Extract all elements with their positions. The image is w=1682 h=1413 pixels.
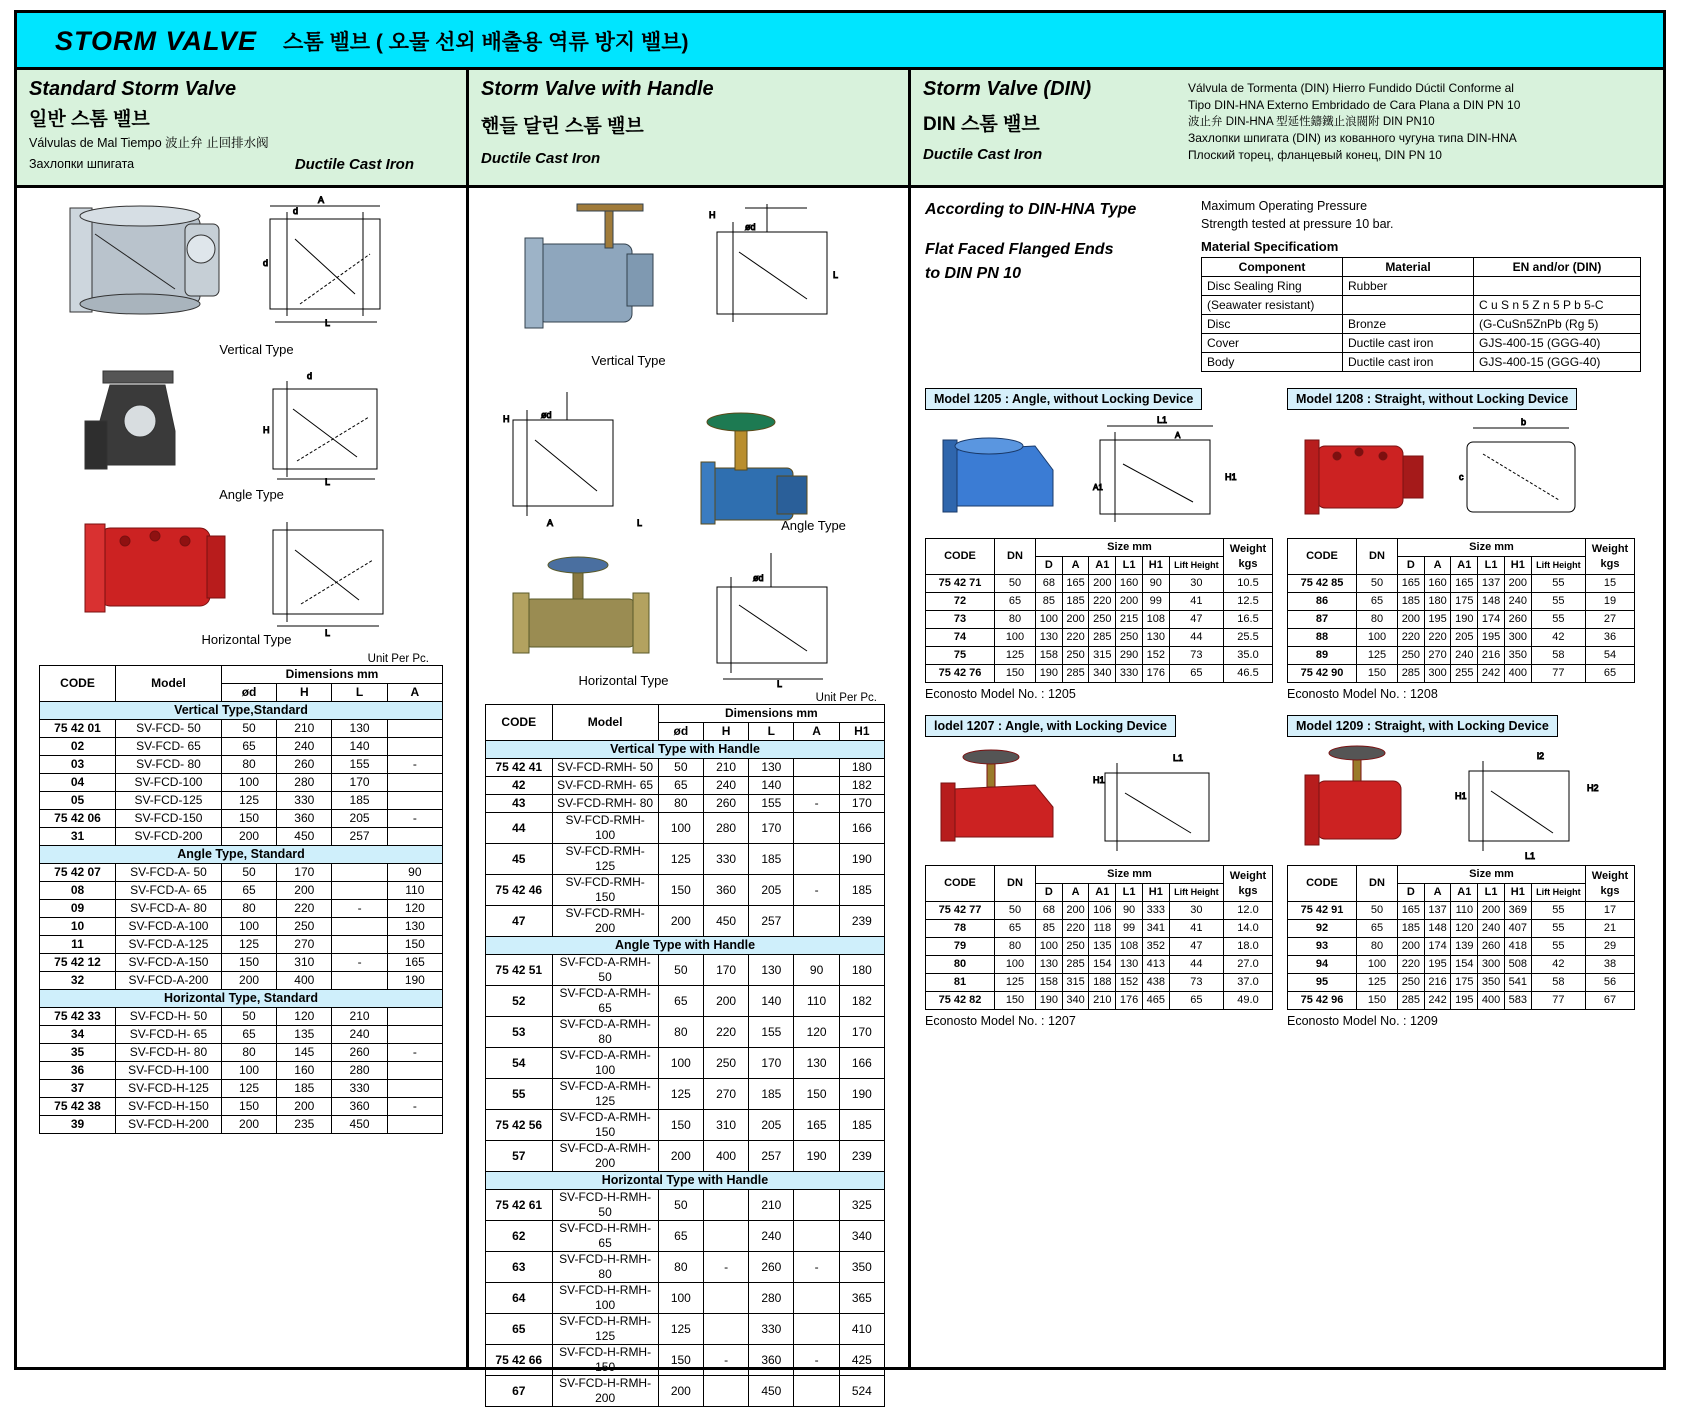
model-1208-bar: Model 1208 : Straight, without Locking Device <box>1287 388 1577 410</box>
figure-caption-horizontal: Horizontal Type <box>201 632 292 647</box>
table-row: 75 42 91 50 165 137 110 200 369 55 17 <box>1288 902 1635 920</box>
col1-header <box>17 70 466 188</box>
section-header-row <box>40 990 443 1008</box>
th-h: H <box>277 684 332 702</box>
th-size-mm: Size mm <box>1036 539 1224 557</box>
th-size-mm: Size mm <box>1036 866 1224 884</box>
th-a1: A1 <box>1451 557 1478 575</box>
th-h1: H1 <box>1142 884 1169 902</box>
svg-text:H1: H1 <box>1455 791 1467 801</box>
section-title: Horizontal Type with Handle <box>486 1172 885 1190</box>
col2-header <box>469 70 908 188</box>
table-row: 86 65 185 180 175 148 240 55 19 <box>1288 593 1635 611</box>
th-a: A <box>794 723 839 741</box>
col2-title-en: Storm Valve with Handle <box>481 78 714 100</box>
section-title: Vertical Type with Handle <box>486 741 885 759</box>
table-row: 75 42 82 150 190 340 210 176 465 65 49.0 <box>926 992 1273 1010</box>
section-title: Horizontal Type, Standard <box>40 990 443 1008</box>
svg-text:A: A <box>1175 431 1181 440</box>
section-title: Angle Type, Standard <box>40 846 443 864</box>
svg-text:H1: H1 <box>1225 472 1237 482</box>
th-dn: DN <box>995 539 1036 575</box>
din-according-line-2: Flat Faced Flanged Ends <box>925 241 1114 258</box>
figure-vertical-handle <box>477 194 900 368</box>
th-model: Model <box>552 705 658 741</box>
model-1207-bar: lodel 1207 : Angle, with Locking Device <box>925 715 1176 737</box>
table-row: 75 42 85 50 165 160 165 137 200 55 15 <box>1288 575 1635 593</box>
th-a1: A1 <box>1089 557 1116 575</box>
table-header-row <box>926 866 1273 884</box>
table-row: 75 42 41 SV-FCD-RMH- 50 50 210 130 180 <box>486 759 885 777</box>
table-row: 35 SV-FCD-H- 80 80 145 260 - <box>40 1044 443 1062</box>
svg-text:L: L <box>777 679 783 689</box>
th-l1: L1 <box>1478 557 1505 575</box>
col3-description <box>1188 78 1651 177</box>
model-1208-econosto: Econosto Model No. : 1208 <box>1287 687 1438 701</box>
model-1209-econosto: Econosto Model No. : 1209 <box>1287 1014 1438 1028</box>
th-h1: H1 <box>1504 557 1531 575</box>
svg-text:H: H <box>263 425 270 435</box>
th-weight: Weight kgs <box>1586 539 1635 575</box>
table-row: 47 SV-FCD-RMH- 200 200 450 257 239 <box>486 906 885 937</box>
svg-text:A: A <box>317 195 325 205</box>
table-row: 75 42 71 50 68 165 200 160 90 30 10.5 <box>926 575 1273 593</box>
table-row: 75 42 07 SV-FCD-A- 50 50 170 90 <box>40 864 443 882</box>
figure-caption-vertical-handle: Vertical Type <box>591 353 666 368</box>
th-a: A <box>1424 884 1451 902</box>
table-row: 34 SV-FCD-H- 65 65 135 240 <box>40 1026 443 1044</box>
col3-title-en: Storm Valve (DIN) <box>923 78 1092 100</box>
table-row: 42 SV-FCD-RMH- 65 65 240 140 182 <box>486 777 885 795</box>
table-row: 75 42 46 SV-FCD-RMH- 150 150 360 205 - 185 <box>486 875 885 906</box>
th-d: D <box>1398 884 1425 902</box>
svg-text:L: L <box>325 318 331 328</box>
section-title: Angle Type with Handle <box>486 937 885 955</box>
model-1209-body <box>1288 902 1635 1010</box>
material-spec-body <box>1202 277 1641 372</box>
col1-material: Ductile Cast Iron <box>294 155 414 173</box>
section-header-row <box>486 741 885 759</box>
table-row: 53 SV-FCD-A-RMH- 80 80 220 155 120 170 <box>486 1017 885 1048</box>
table-header-row <box>486 705 885 723</box>
svg-text:ød: ød <box>753 573 764 583</box>
table-row: 55 SV-FCD-A-RMH- 125 125 270 185 150 190 <box>486 1079 885 1110</box>
columns <box>17 70 1663 1405</box>
model-1208-body <box>1288 575 1635 683</box>
th-a1: A1 <box>1089 884 1116 902</box>
table-row: 52 SV-FCD-A-RMH- 65 65 200 140 110 182 <box>486 986 885 1017</box>
th-a: A <box>387 684 442 702</box>
th-h1: H1 <box>839 723 884 741</box>
th-en-din: EN and/or (DIN) <box>1474 258 1641 277</box>
material-spec-title: Material Specificatiom <box>1201 239 1339 254</box>
col2-dimensions-table <box>485 704 885 1407</box>
svg-text:H1: H1 <box>1093 775 1105 785</box>
table-row: 39 SV-FCD-H-200 200 235 450 <box>40 1116 443 1134</box>
table-row: 64 SV-FCD-H-RMH- 100 100 280 365 <box>486 1283 885 1314</box>
th-a1: A1 <box>1451 884 1478 902</box>
model-1205-body <box>926 575 1273 683</box>
table-row: 36 SV-FCD-H-100 100 160 280 <box>40 1062 443 1080</box>
table-row: 75 42 76 150 190 285 340 330 176 65 46.5 <box>926 665 1273 683</box>
model-1208-table <box>1287 538 1635 683</box>
svg-text:A: A <box>547 518 554 528</box>
section-title: Vertical Type,Standard <box>40 702 443 720</box>
figure-angle-type <box>25 361 458 502</box>
max-operating-pressure-line-1: Maximum Operating Pressure <box>1201 199 1368 213</box>
col3-desc-line-1: Válvula de Tormenta (DIN) Hierro Fundido Dúctil Conforme al <box>1188 81 1514 95</box>
svg-text:b: b <box>1521 417 1527 427</box>
page-title-bar <box>17 13 1663 70</box>
din-model-block-1209 <box>1287 715 1635 1028</box>
col2-table-body <box>486 741 885 1407</box>
svg-text:H2: H2 <box>1587 783 1599 793</box>
page-border <box>14 10 1666 1405</box>
table-row: 89 125 250 270 240 216 350 58 54 <box>1288 647 1635 665</box>
figure-model-1207 <box>925 737 1273 865</box>
col2-unit-note: Unit Per Pc. <box>815 692 877 704</box>
table-row: 31 SV-FCD-200 200 450 257 <box>40 828 443 846</box>
material-spec-table <box>1201 257 1641 372</box>
svg-text:d: d <box>263 258 269 268</box>
model-1207-table <box>925 865 1273 1010</box>
table-row: 75 125 158 250 315 290 152 73 35.0 <box>926 647 1273 665</box>
col1-subtitle-2: Захлопки шпигата <box>29 156 135 171</box>
col1-table-body <box>40 702 443 1134</box>
th-d: D <box>1036 884 1063 902</box>
figure-horizontal-handle <box>477 547 900 688</box>
col2-title-kr: 핸들 달린 스톰 밸브 <box>481 116 644 137</box>
table-row: 92 65 185 148 120 240 407 55 21 <box>1288 920 1635 938</box>
table-row: 75 42 51 SV-FCD-A-RMH- 50 50 170 130 90 180 <box>486 955 885 986</box>
table-row: 81 125 158 315 188 152 438 73 37.0 <box>926 974 1273 992</box>
table-row: 57 SV-FCD-A-RMH- 200 200 400 257 190 239 <box>486 1141 885 1172</box>
col1-title-kr: 일반 스톰 밸브 <box>29 109 150 130</box>
table-row: 72 65 85 185 220 200 99 41 12.5 <box>926 593 1273 611</box>
page-title: STORM VALVE <box>55 25 258 56</box>
col2-body <box>469 188 908 1413</box>
table-row: 73 80 100 200 250 215 108 47 16.5 <box>926 611 1273 629</box>
table-row: 08 SV-FCD-A- 65 65 200 110 <box>40 882 443 900</box>
table-row: 43 SV-FCD-RMH- 80 80 260 155 - 170 <box>486 795 885 813</box>
table-row: 03 SV-FCD- 80 80 260 155 - <box>40 756 443 774</box>
table-row: (Seawater resistant) C u S n 5 Z n 5 P b 5-C <box>1202 296 1641 315</box>
table-row: Disc Sealing Ring Rubber <box>1202 277 1641 296</box>
table-row: 93 80 200 174 139 260 418 55 29 <box>1288 938 1635 956</box>
table-row: 75 42 06 SV-FCD-150 150 360 205 - <box>40 810 443 828</box>
table-row: 75 42 01 SV-FCD- 50 50 210 130 <box>40 720 443 738</box>
svg-text:L1: L1 <box>1525 851 1536 861</box>
table-row: 02 SV-FCD- 65 65 240 140 <box>40 738 443 756</box>
th-od: ød <box>221 684 276 702</box>
col1-subtitle-1: Válvulas de Mal Tiempo 波止弁 止回排水阀 <box>29 136 269 150</box>
figure-vertical-type <box>25 194 458 357</box>
th-lift-height: Lift Height <box>1531 884 1585 902</box>
col1-dimensions-table <box>39 665 443 1134</box>
model-1205-table <box>925 538 1273 683</box>
model-1209-table <box>1287 865 1635 1010</box>
col3-desc-line-4: Захлопки шпигата (DIN) из кованного чугуна типа DIN-HNA <box>1188 131 1517 146</box>
th-a: A <box>1062 884 1089 902</box>
svg-text:A1: A1 <box>1093 483 1103 492</box>
th-size-mm: Size mm <box>1398 866 1586 884</box>
table-row: 44 SV-FCD-RMH- 100 100 280 170 166 <box>486 813 885 844</box>
column-storm-valve-with-handle <box>469 70 911 1405</box>
model-1209-bar: Model 1209 : Straight, with Locking Device <box>1287 715 1558 737</box>
figure-caption-angle-handle: Angle Type <box>781 518 846 533</box>
col3-header <box>911 70 1663 188</box>
model-1205-bar: Model 1205 : Angle, without Locking Device <box>925 388 1202 410</box>
model-1205-econosto: Econosto Model No. : 1205 <box>925 687 1076 701</box>
table-row: 88 100 220 220 205 195 300 42 36 <box>1288 629 1635 647</box>
table-row: 10 SV-FCD-A-100 100 250 130 <box>40 918 443 936</box>
table-row: 78 65 85 220 118 99 341 41 14.0 <box>926 920 1273 938</box>
table-row: 75 42 66 SV-FCD-H-RMH- 150 150 - 360 - 425 <box>486 1345 885 1376</box>
th-lift-height: Lift Height <box>1169 884 1223 902</box>
section-header-row <box>40 846 443 864</box>
din-models-row-2 <box>925 715 1649 1028</box>
svg-text:H: H <box>503 414 510 424</box>
th-lift-height: Lift Height <box>1169 557 1223 575</box>
th-l1: L1 <box>1478 884 1505 902</box>
table-row: 54 SV-FCD-A-RMH- 100 100 250 170 130 166 <box>486 1048 885 1079</box>
th-od: ød <box>658 723 703 741</box>
figure-caption-angle: Angle Type <box>219 487 284 502</box>
col3-desc-line-3: 波止弁 DIN-HNA 型延性鑄鐵止浪閥附 DIN PN10 <box>1188 116 1435 129</box>
figure-horizontal-type <box>25 506 458 647</box>
th-code: CODE <box>1288 866 1357 902</box>
svg-text:ød: ød <box>541 410 552 420</box>
th-code: CODE <box>1288 539 1357 575</box>
svg-text:l2: l2 <box>1537 751 1545 761</box>
model-1207-econosto: Econosto Model No. : 1207 <box>925 1014 1076 1028</box>
model-1207-body <box>926 902 1273 1010</box>
svg-text:L: L <box>325 628 331 638</box>
svg-text:H: H <box>709 210 716 220</box>
table-row: 75 42 90 150 285 300 255 242 400 77 65 <box>1288 665 1635 683</box>
th-dimensions: Dimensions mm <box>658 705 884 723</box>
th-code: CODE <box>40 666 116 702</box>
table-row: 75 42 38 SV-FCD-H-150 150 200 360 - <box>40 1098 443 1116</box>
figure-caption-vertical: Vertical Type <box>219 342 294 357</box>
svg-text:L: L <box>833 270 839 280</box>
din-according-line-3: to DIN PN 10 <box>925 265 1022 282</box>
figure-model-1205 <box>925 410 1273 538</box>
table-row: 09 SV-FCD-A- 80 80 220 - 120 <box>40 900 443 918</box>
table-header-row <box>1202 258 1641 277</box>
svg-text:d: d <box>307 371 313 381</box>
table-row: 37 SV-FCD-H-125 125 185 330 <box>40 1080 443 1098</box>
table-row: 11 SV-FCD-A-125 125 270 150 <box>40 936 443 954</box>
table-row: 65 SV-FCD-H-RMH- 125 125 330 410 <box>486 1314 885 1345</box>
th-l1: L1 <box>1116 884 1143 902</box>
table-row: 94 100 220 195 154 300 508 42 38 <box>1288 956 1635 974</box>
table-row: 45 SV-FCD-RMH- 125 125 330 185 190 <box>486 844 885 875</box>
svg-text:L: L <box>637 518 643 528</box>
th-l: L <box>749 723 794 741</box>
col3-title-kr: DIN 스톰 밸브 <box>923 114 1040 135</box>
figure-model-1208 <box>1287 410 1635 538</box>
th-component: Component <box>1202 258 1343 277</box>
figure-caption-horizontal-handle: Horizontal Type <box>578 673 669 688</box>
table-row: 87 80 200 195 190 174 260 55 27 <box>1288 611 1635 629</box>
th-weight: Weight kgs <box>1586 866 1635 902</box>
col3-desc-line-2: Tipo DIN-HNA Externo Embridado de Cara Plana a DIN PN 10 <box>1188 98 1521 113</box>
table-row: 67 SV-FCD-H-RMH- 200 200 450 524 <box>486 1376 885 1407</box>
th-material: Material <box>1343 258 1474 277</box>
table-row: 75 42 12 SV-FCD-A-150 150 310 - 165 <box>40 954 443 972</box>
table-row: 32 SV-FCD-A-200 200 400 190 <box>40 972 443 990</box>
max-operating-pressure-line-2: Strength tested at pressure 10 bar. <box>1201 216 1394 231</box>
table-header-row <box>926 539 1273 557</box>
table-row: 75 42 96 150 285 242 195 400 583 77 67 <box>1288 992 1635 1010</box>
svg-text:L1: L1 <box>1157 415 1168 425</box>
col1-unit-note: Unit Per Pc. <box>367 653 429 665</box>
svg-text:L1: L1 <box>1173 753 1184 763</box>
column-standard-storm-valve <box>17 70 469 1370</box>
th-h: H <box>703 723 748 741</box>
th-h1: H1 <box>1142 557 1169 575</box>
th-code: CODE <box>926 539 995 575</box>
table-row: 62 SV-FCD-H-RMH- 65 65 240 340 <box>486 1221 885 1252</box>
section-header-row <box>40 702 443 720</box>
din-model-block-1208 <box>1287 388 1635 701</box>
col3-body <box>911 188 1663 1038</box>
th-d: D <box>1036 557 1063 575</box>
th-d: D <box>1398 557 1425 575</box>
svg-text:L: L <box>325 477 331 487</box>
th-l: L <box>332 684 387 702</box>
section-header-row <box>486 937 885 955</box>
th-weight: Weight kgs <box>1224 866 1273 902</box>
th-code: CODE <box>486 705 553 741</box>
table-row: 04 SV-FCD-100 100 280 170 <box>40 774 443 792</box>
th-a: A <box>1062 557 1089 575</box>
table-row: Body Ductile cast iron GJS-400-15 (GGG-40) <box>1202 353 1641 372</box>
th-dn: DN <box>995 866 1036 902</box>
table-row: 75 42 77 50 68 200 106 90 333 30 12.0 <box>926 902 1273 920</box>
table-row: 75 42 61 SV-FCD-H-RMH- 50 50 210 325 <box>486 1190 885 1221</box>
din-according-line-1: According to DIN-HNA Type <box>925 201 1137 218</box>
din-model-block-1207 <box>925 715 1273 1028</box>
din-models-row-1 <box>925 388 1649 701</box>
th-dn: DN <box>1357 866 1398 902</box>
figure-angle-handle <box>477 376 900 533</box>
figure-model-1209 <box>1287 737 1635 865</box>
th-lift-height: Lift Height <box>1531 557 1585 575</box>
table-row: 75 42 56 SV-FCD-A-RMH- 150 150 310 205 165 185 <box>486 1110 885 1141</box>
table-row: 63 SV-FCD-H-RMH- 80 80 - 260 - 350 <box>486 1252 885 1283</box>
col1-title-en: Standard Storm Valve <box>29 78 237 100</box>
th-dimensions: Dimensions mm <box>221 666 442 684</box>
column-storm-valve-din <box>911 70 1663 1370</box>
th-weight: Weight kgs <box>1224 539 1273 575</box>
table-row: 05 SV-FCD-125 125 330 185 <box>40 792 443 810</box>
svg-text:d: d <box>293 206 299 216</box>
table-row: Cover Ductile cast iron GJS-400-15 (GGG-40) <box>1202 334 1641 353</box>
svg-text:ød: ød <box>745 222 756 232</box>
page-title-korean: 스톰 밸브 ( 오물 선외 배출용 역류 방지 밸브) <box>283 31 689 54</box>
din-model-block-1205 <box>925 388 1273 701</box>
th-l1: L1 <box>1116 557 1143 575</box>
col3-material: Ductile Cast Iron <box>923 146 1043 163</box>
table-header-row <box>1288 866 1635 884</box>
table-row: 75 42 33 SV-FCD-H- 50 50 120 210 <box>40 1008 443 1026</box>
th-a: A <box>1424 557 1451 575</box>
th-dn: DN <box>1357 539 1398 575</box>
svg-text:c: c <box>1459 472 1464 482</box>
col3-desc-line-5: Плоский торец, фланцевый конец, DIN PN 10 <box>1188 148 1442 163</box>
table-header-row <box>1288 539 1635 557</box>
table-row: 79 80 100 250 135 108 352 47 18.0 <box>926 938 1273 956</box>
col2-material: Ductile Cast Iron <box>481 150 601 167</box>
th-code: CODE <box>926 866 995 902</box>
th-model: Model <box>116 666 222 702</box>
section-header-row <box>486 1172 885 1190</box>
table-row: 95 125 250 216 175 350 541 58 56 <box>1288 974 1635 992</box>
table-row: Disc Bronze (G-CuSn5ZnPb (Rg 5) <box>1202 315 1641 334</box>
th-size-mm: Size mm <box>1398 539 1586 557</box>
table-row: 80 100 130 285 154 130 413 44 27.0 <box>926 956 1273 974</box>
th-h1: H1 <box>1504 884 1531 902</box>
col1-body <box>17 188 466 1140</box>
table-row: 74 100 130 220 285 250 130 44 25.5 <box>926 629 1273 647</box>
